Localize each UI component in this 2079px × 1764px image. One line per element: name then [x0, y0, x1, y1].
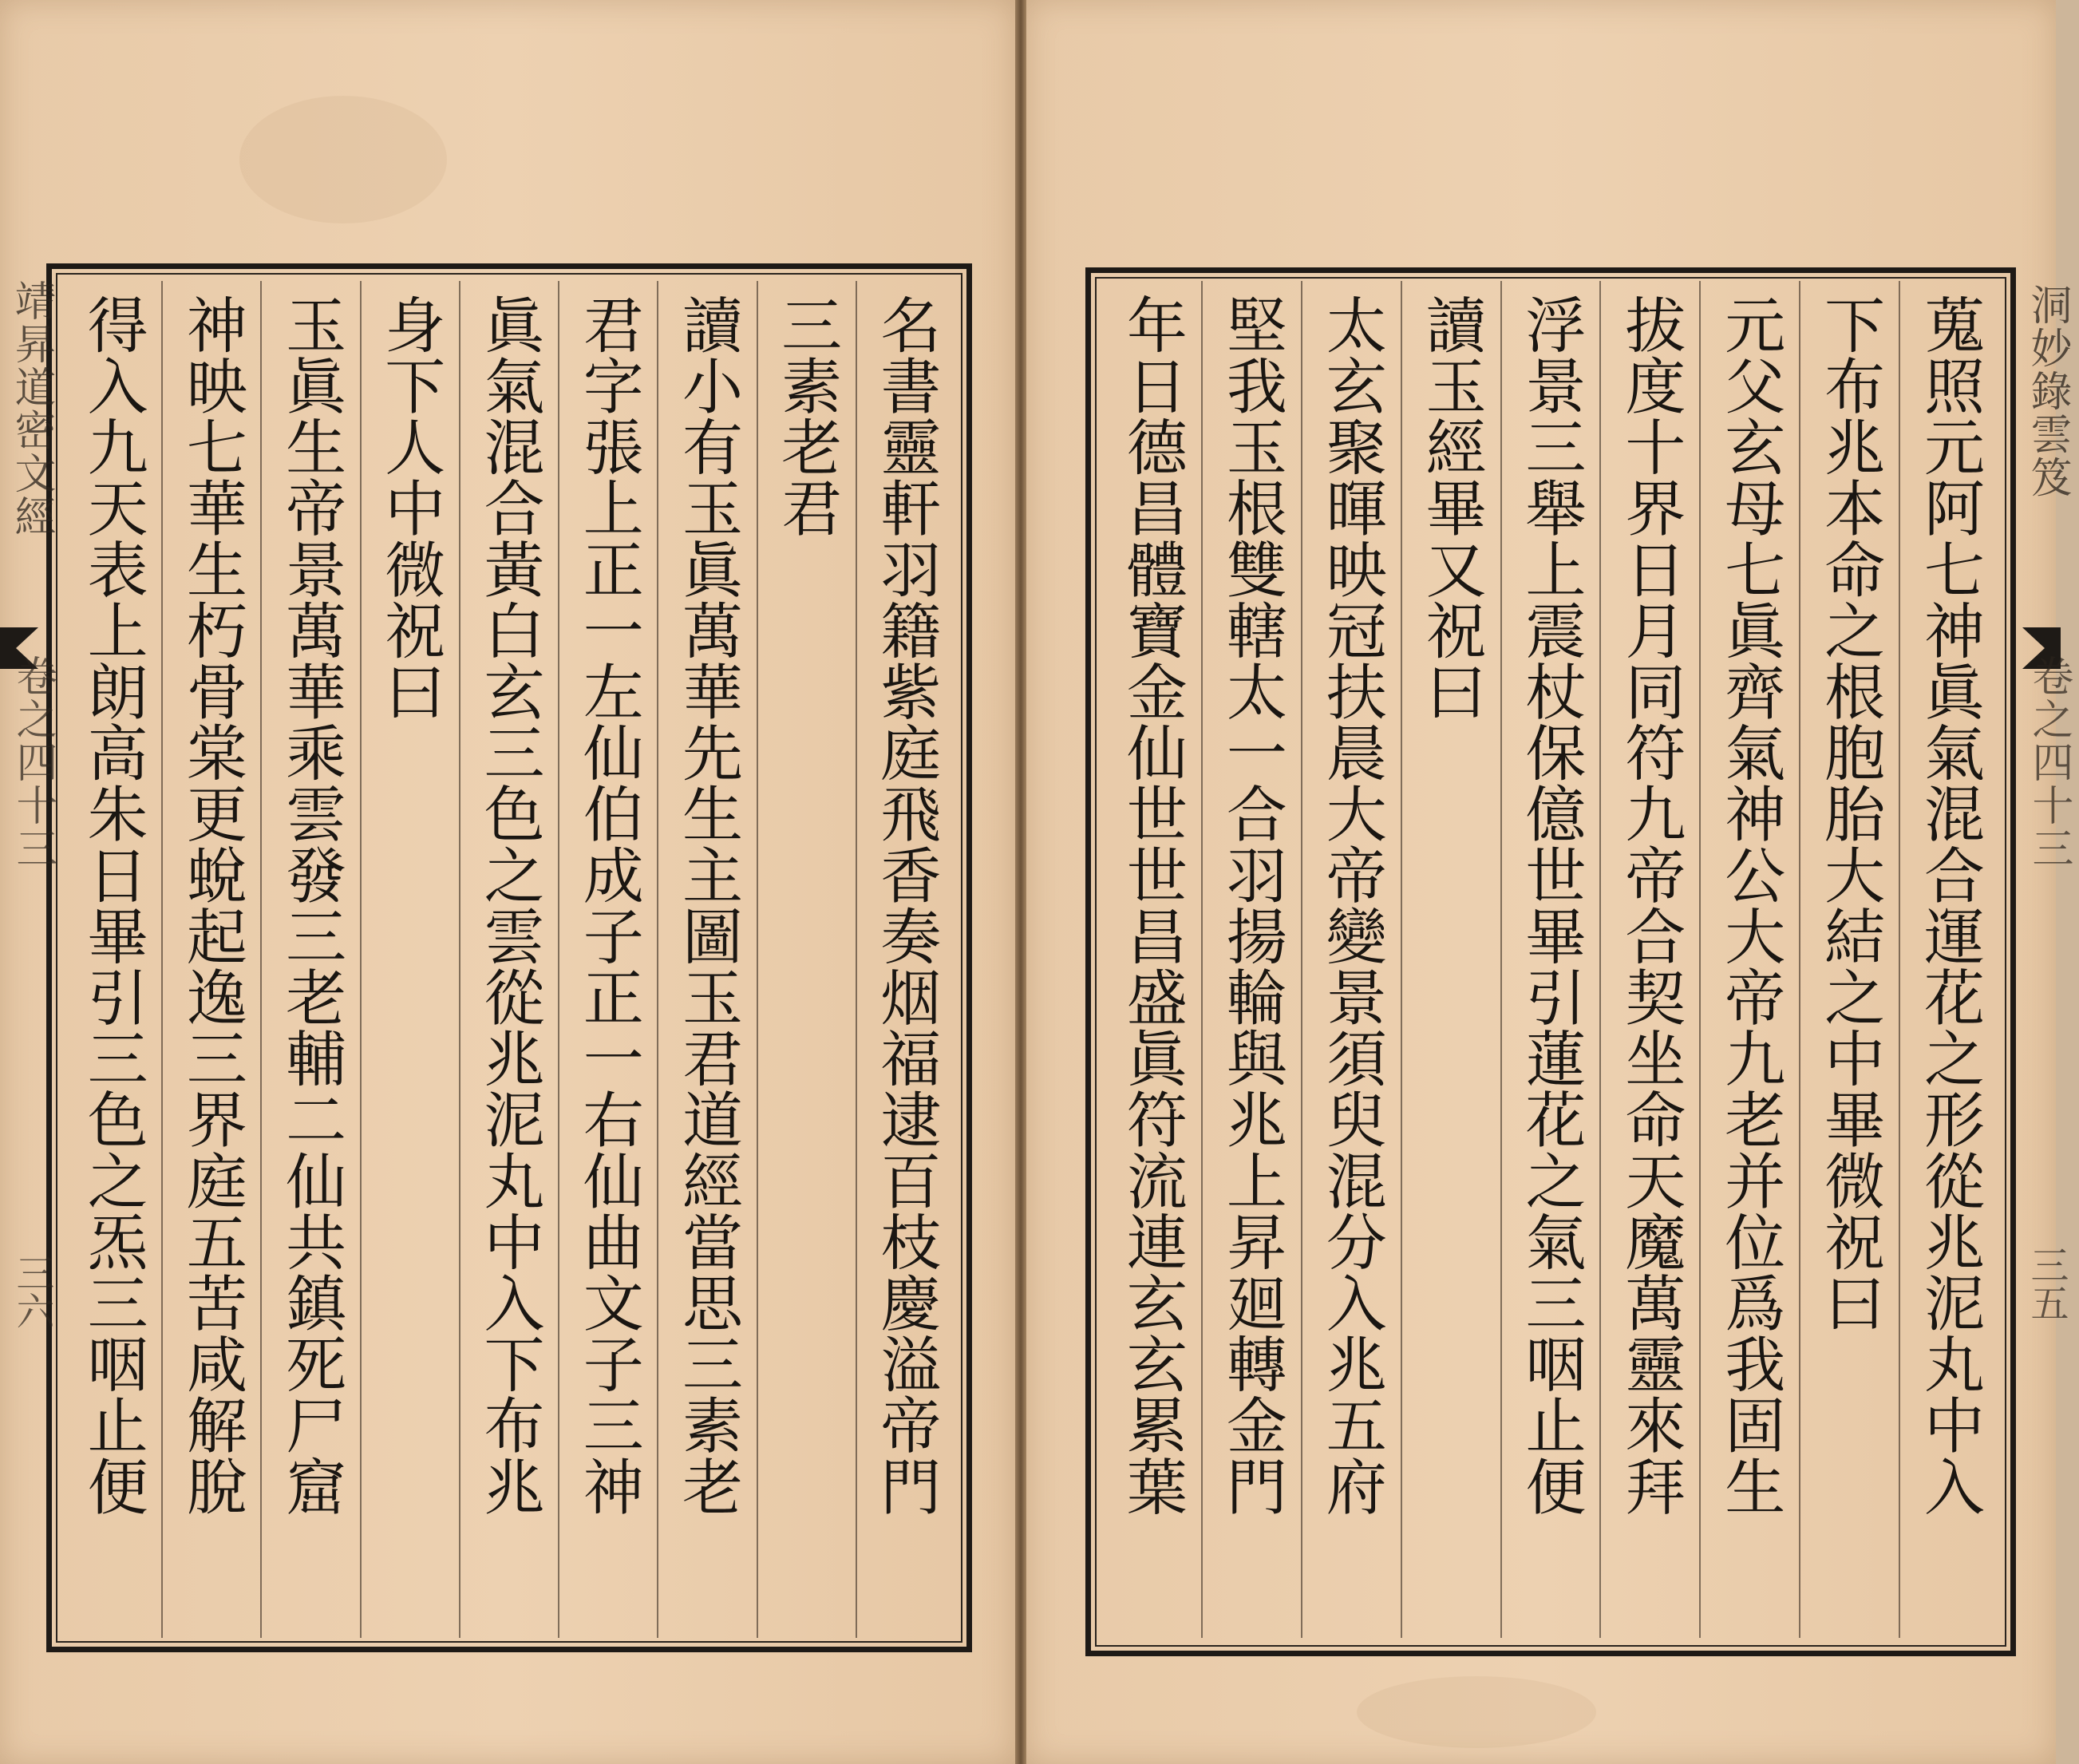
paper-stain — [239, 96, 447, 223]
text-column-line: 得入九天表上朗高朱日畢引三色之炁三咽止便 — [77, 294, 149, 1517]
text-column — [64, 281, 161, 1638]
text-column — [1301, 281, 1401, 1638]
paper-stain — [1357, 1676, 1596, 1748]
text-column-line: 神映七華生朽骨棠更蛻起逸三界庭五苦咸解脫 — [176, 294, 248, 1517]
text-column — [757, 281, 856, 1638]
text-column — [1699, 281, 1799, 1638]
text-column-line: 拔度十界日月同符九帝合契坐命天魔萬靈來拜 — [1615, 294, 1686, 1517]
right-margin-page-number: 三五 — [2024, 1245, 2069, 1322]
text-column-line: 太玄聚暉映冠扶晨大帝變景須臾混分入兆五府 — [1316, 294, 1388, 1517]
text-column-line: 年日德昌體寶金仙世世昌盛眞符流連玄玄累葉 — [1117, 294, 1188, 1517]
text-column — [1899, 281, 1998, 1638]
text-column-line: 蒐照元阿七神眞氣混合運花之形從兆泥丸中入 — [1914, 294, 1986, 1517]
left-margin-chapter: 卷之四十三 — [9, 655, 57, 870]
left-page-text — [64, 281, 955, 1638]
text-column-line: 元父玄母七眞齊氣神公大帝九老并位爲我固生 — [1714, 294, 1786, 1517]
text-column — [856, 281, 955, 1638]
right-margin-chapter: 卷之四十三 — [2025, 655, 2073, 870]
text-column-line: 浮景三舉上震杖保億世畢引蓮花之氣三咽止便 — [1515, 294, 1587, 1517]
text-column — [1401, 281, 1500, 1638]
book-gutter — [1015, 0, 1026, 1764]
text-column-line: 君字張上正一左仙伯成子正一右仙曲文子三神 — [573, 294, 645, 1517]
text-column-line: 身下人中微祝曰 — [374, 294, 446, 722]
text-column-line: 讀玉經畢又祝曰 — [1416, 294, 1488, 722]
text-column — [161, 281, 260, 1638]
text-column — [360, 281, 459, 1638]
left-margin-title: 靖昇道密文經 — [7, 279, 55, 538]
text-column-line: 下布兆本命之根胞胎大結之中畢微祝曰 — [1814, 294, 1886, 1334]
text-column-line: 名書靈軒羽籍紫庭飛香奏烟福逮百枝慶溢帝門 — [870, 294, 942, 1517]
text-column — [1500, 281, 1600, 1638]
text-column — [260, 281, 359, 1638]
right-page-text — [1103, 281, 1998, 1638]
text-column — [657, 281, 756, 1638]
right-margin-title: 洞妙錄雲笈 — [2023, 283, 2071, 499]
text-column — [1103, 281, 1201, 1638]
text-column-line: 讀小有玉眞萬華先生主圖玉君道經當思三素老 — [672, 294, 744, 1517]
text-column-line: 三素老君 — [771, 294, 843, 539]
text-column-line: 玉眞生帝景萬華乘雲發三老輔二仙共鎮死尸窟 — [275, 294, 347, 1517]
text-column — [558, 281, 657, 1638]
text-column — [1201, 281, 1301, 1638]
text-column — [459, 281, 558, 1638]
left-margin-page-number: 三六 — [10, 1253, 54, 1330]
text-column — [1599, 281, 1699, 1638]
text-column-line: 堅我玉根雙轄太一合羽揚輪與兆上昇廻轉金門 — [1216, 294, 1288, 1517]
text-column — [1799, 281, 1899, 1638]
text-column-line: 眞氣混合黃白玄三色之雲從兆泥丸中入下布兆 — [474, 294, 546, 1517]
